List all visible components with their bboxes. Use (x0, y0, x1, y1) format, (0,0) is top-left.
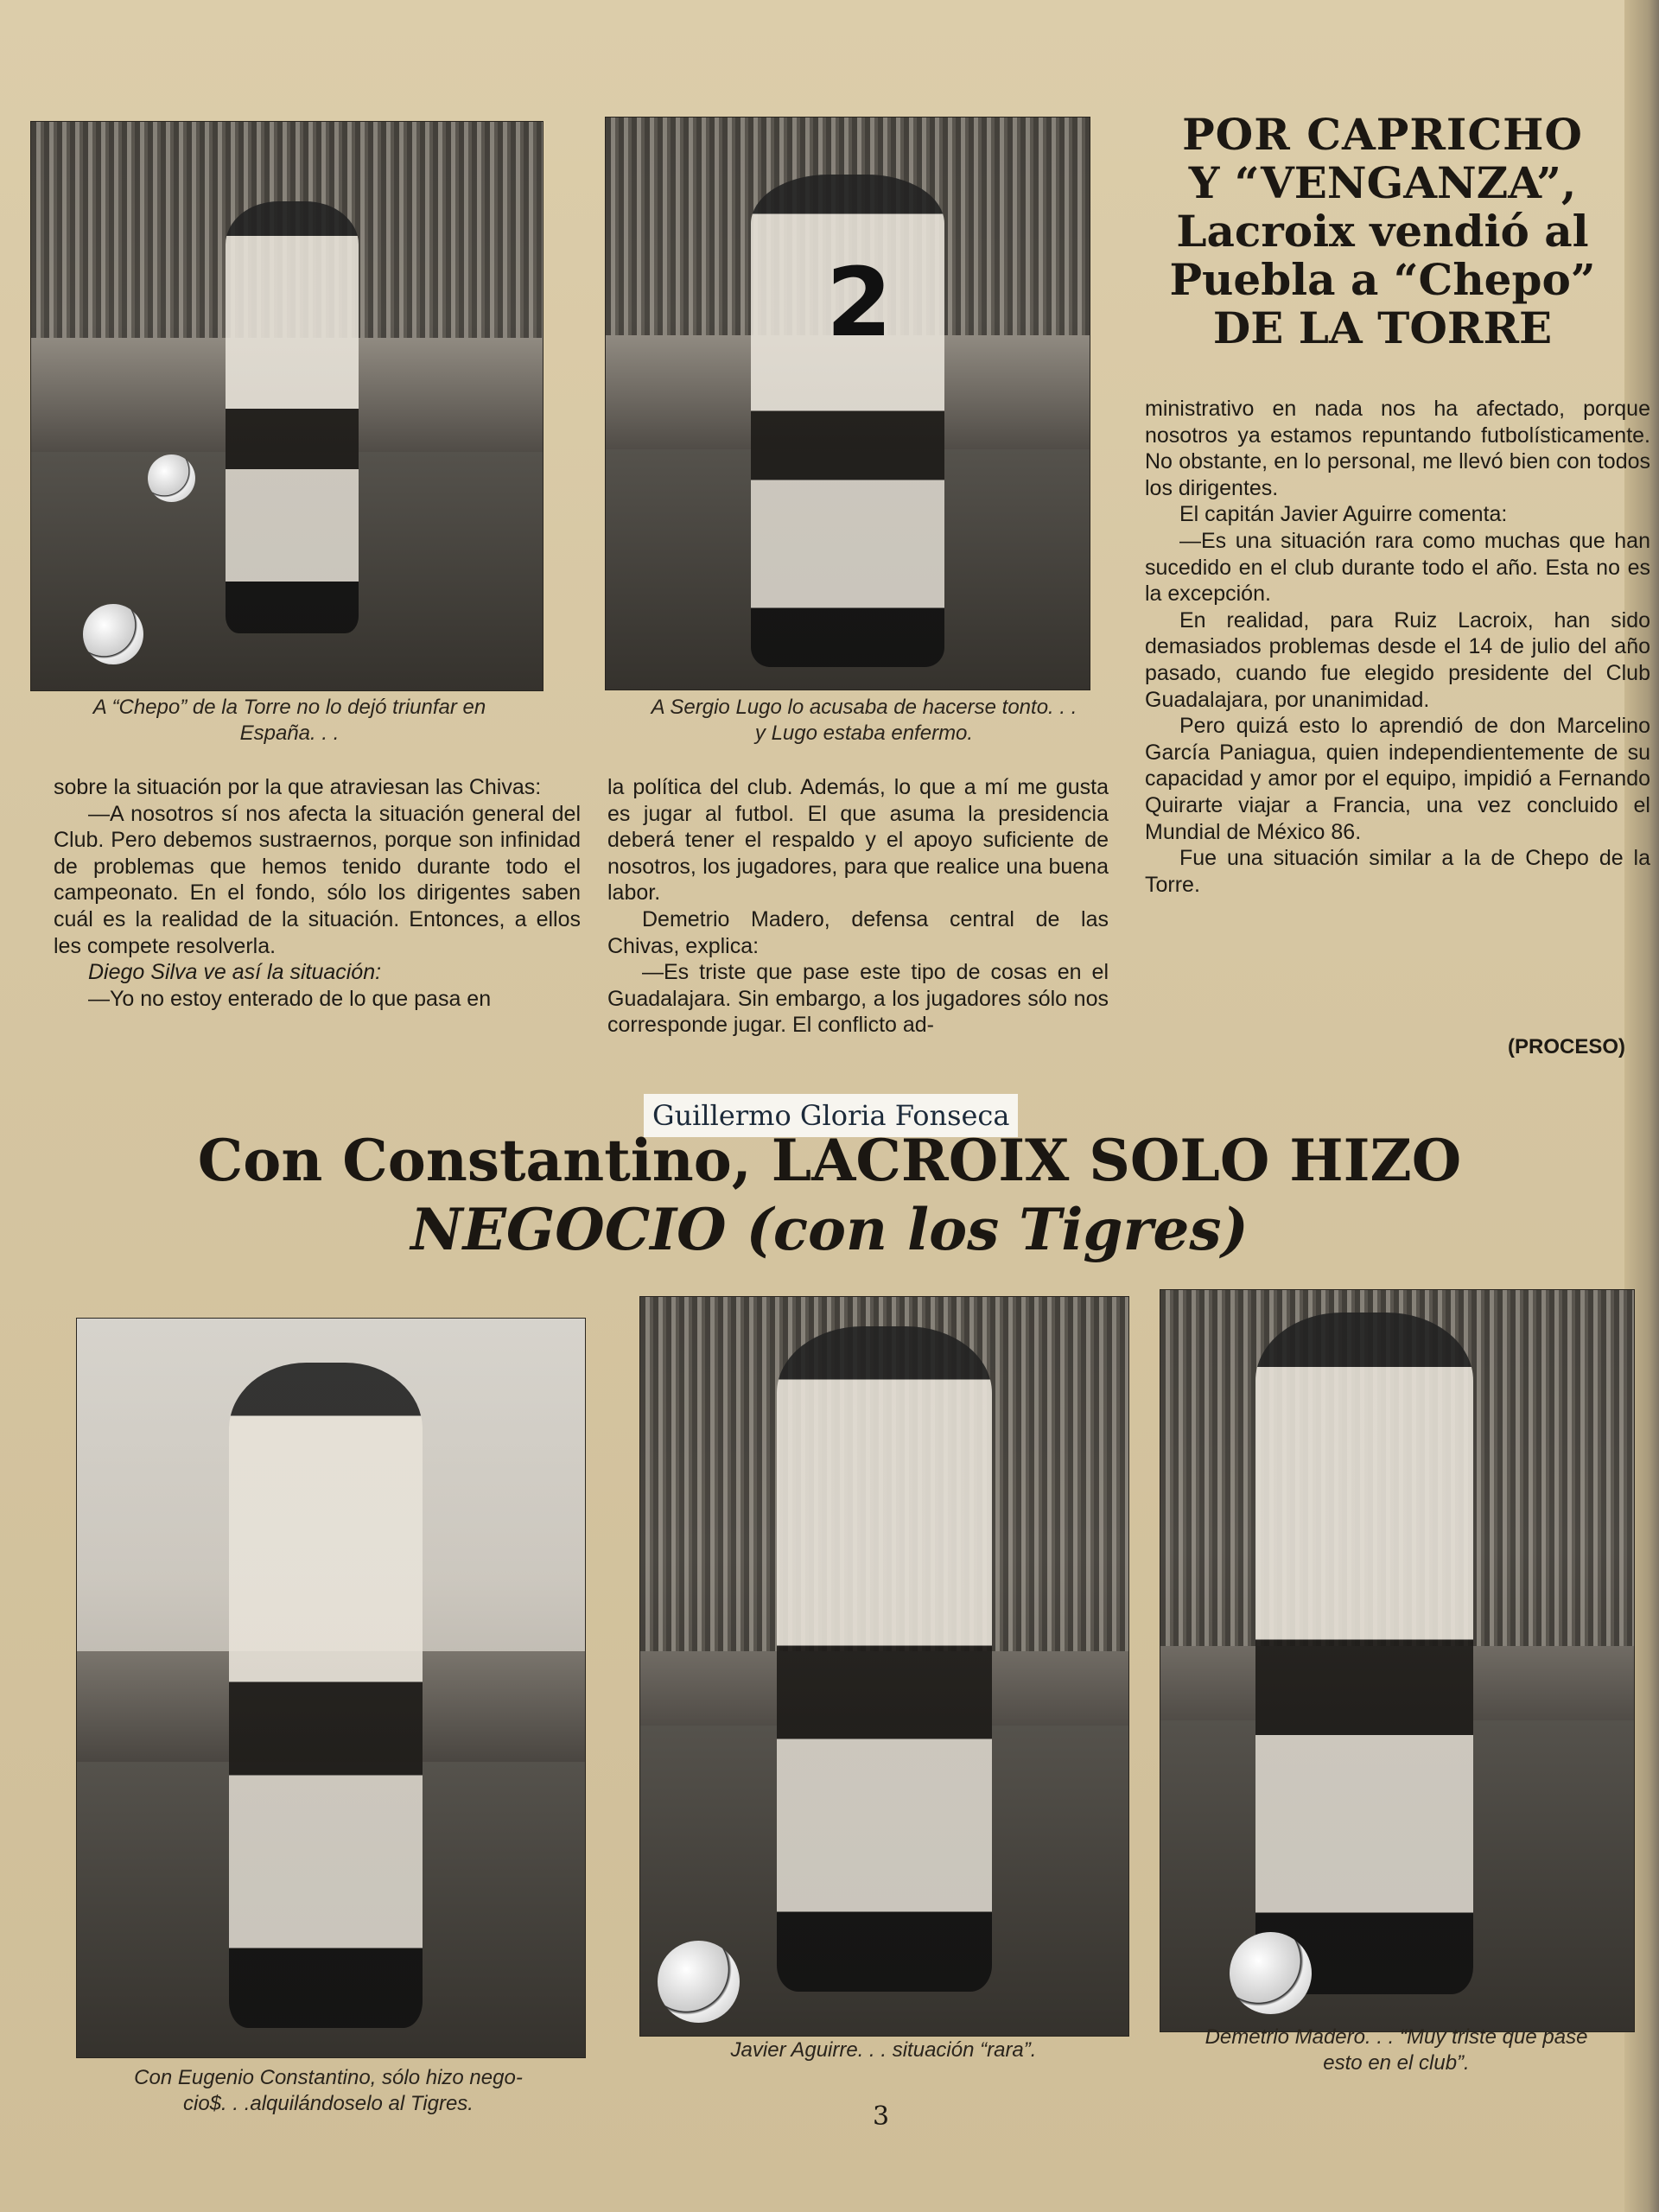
page-number: 3 (873, 2101, 890, 2132)
headline-line: Y “VENGANZA”, (1188, 157, 1577, 208)
jersey-number: 2 (826, 247, 893, 358)
paragraph: Fue una situación similar a la de Chepo de la Torre. (1145, 846, 1650, 897)
paragraph: —Es una situación rara como muchas que han sucedido en el club durante todo el año. Esta no es la excepción. (1145, 528, 1650, 607)
photo-player (777, 1326, 992, 1992)
caption-line: España. . . (239, 721, 340, 745)
headline-line: POR CAPRICHO (1182, 109, 1583, 160)
photo-ball (83, 604, 143, 664)
headline-line: Puebla a “Chepo” (1169, 254, 1596, 305)
paragraph: El capitán Javier Aguirre comenta: (1179, 502, 1508, 527)
photo-ball (148, 454, 195, 502)
banner-line-2: NEGOCIO (con los Tigres) (410, 1196, 1249, 1263)
photo-lugo (605, 117, 1090, 690)
photo-player (226, 201, 359, 633)
photo-player (1255, 1313, 1473, 1994)
photo-madero (1160, 1289, 1635, 2032)
article-column-2 (607, 774, 1109, 1039)
caption-line: Javier Aguirre. . . situación “rara”. (730, 2038, 1037, 2062)
headline-line: DE LA TORRE (1212, 302, 1553, 353)
paragraph: Pero quizá esto lo aprendió de don Marcelino García Paniagua, quien independientemente de su capacidad y amor por el equipo, impidió a Fernando Quirarte viajar a Francia, una vez concluido el Mundial de México 86. (1145, 714, 1650, 844)
caption-line: A “Chepo” de la Torre no lo dejó triunfar en (92, 696, 486, 719)
paragraph: Diego Silva ve así la situación: (88, 960, 382, 985)
headline-line: Lacroix vendió al (1176, 206, 1589, 257)
caption-aguirre (639, 2037, 1128, 2063)
caption-line: Demetrio Madero. . . “Muy triste que pase (1205, 2025, 1588, 2049)
article-column-3 (1145, 396, 1650, 898)
paragraph: la política del club. Además, lo que a mí me gusta es jugar al futbol. El que asuma la presidencia deberá tener el respaldo y el apoyo suficiente de nosotros, los jugadores, para que realice una buena labor. (607, 775, 1109, 906)
photo-chepo (30, 121, 543, 691)
paragraph: En realidad, para Ruiz Lacroix, han sido demasiados problemas desde el 14 de julio del año pasado, cuando fue elegido presidente del Club Guadalajara, por unanimidad. (1145, 607, 1650, 712)
caption-line: A Sergio Lugo lo acusaba de hacerse tonto. . . (651, 696, 1077, 719)
caption-line: y Lugo estaba enfermo. (754, 721, 974, 745)
caption-madero (1160, 2024, 1633, 2076)
paragraph: sobre la situación por la que atraviesan las Chivas: (54, 775, 542, 799)
photo-ball (658, 1941, 740, 2023)
photo-aguirre (639, 1296, 1129, 2037)
headline-right (1141, 111, 1624, 353)
source-credit: (PROCESO) (1508, 1035, 1626, 1058)
caption-lugo (605, 695, 1123, 747)
photo-player (229, 1363, 422, 2028)
caption-line: Con Eugenio Constantino, sólo hizo nego- (134, 2066, 523, 2089)
paragraph: —Es triste que pase este tipo de cosas en el Guadalajara. Sin embargo, a los jugadores sólo nos corresponde jugar. El conflicto ad- (607, 960, 1109, 1038)
paragraph: —Yo no estoy enterado de lo que pasa en (88, 986, 492, 1011)
article-column-1 (54, 774, 581, 1012)
caption-chepo (30, 695, 549, 747)
paragraph: Demetrio Madero, defensa central de las Chivas, explica: (607, 906, 1109, 958)
photo-ball (1230, 1932, 1312, 2014)
photo-constantino (76, 1318, 586, 2058)
caption-constantino (52, 2065, 605, 2117)
paragraph: ministrativo en nada nos ha afectado, porque nosotros ya estamos repuntando futbolísticamente. No obstante, en lo personal, me llevó bien con todos los dirigentes. (1145, 397, 1650, 500)
paragraph: —A nosotros sí nos afecta la situación general del Club. Pero debemos sustraernos, porque son infinidad de problemas que hemos tenido durante todo el campeonato. En el fondo, sólo los dirigentes saben cuál es la realidad de la situación. Entonces, a ellos les compete resolverla. (54, 801, 581, 958)
banner-line-1: Con Constantino, LACROIX SOLO HIZO (197, 1127, 1462, 1194)
caption-line: esto en el club”. (1323, 2051, 1470, 2075)
author-signature: Guillermo Gloria Fonseca (644, 1094, 1018, 1137)
caption-line: cio$. . .alquilándoselo al Tigres. (183, 2092, 474, 2115)
